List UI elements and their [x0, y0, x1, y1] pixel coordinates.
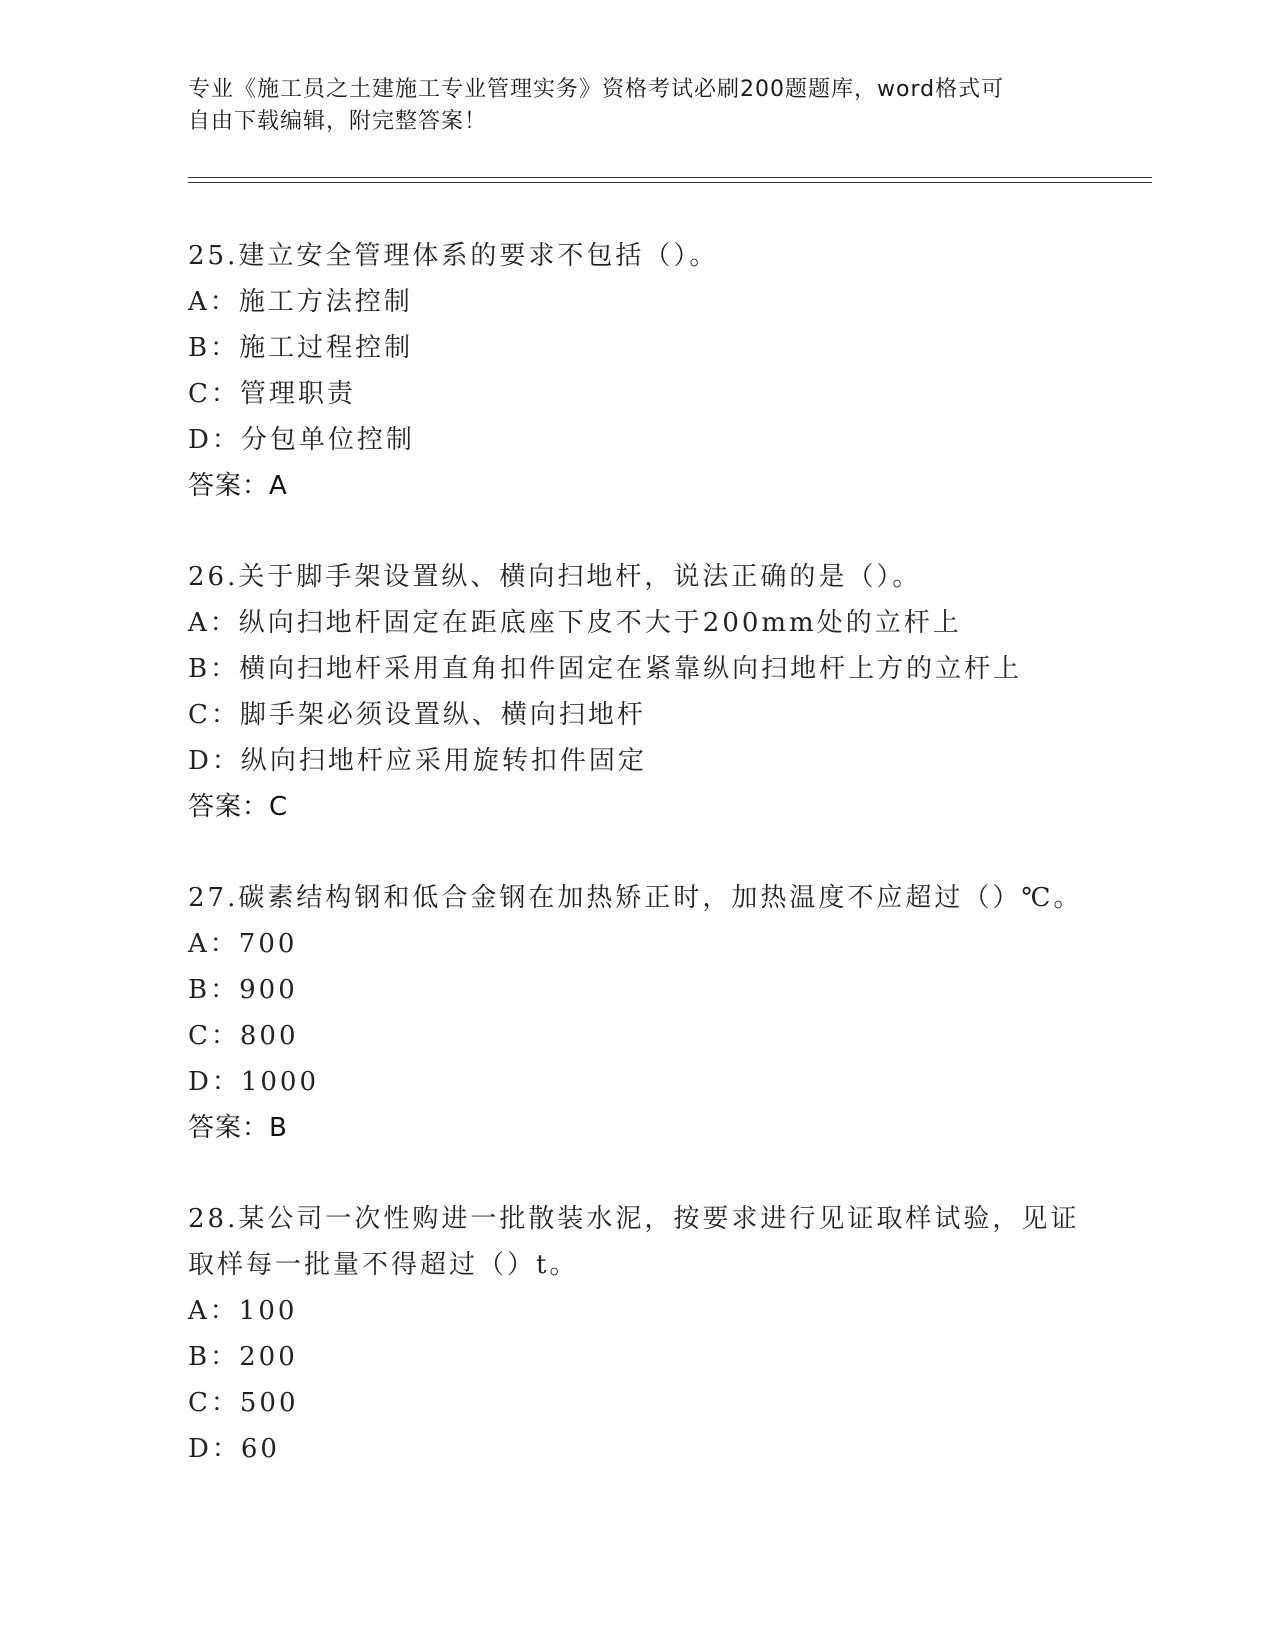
option-a: A：700 [188, 929, 298, 959]
answer: 答案：A [188, 471, 288, 501]
question-stem: 26.关于脚手架设置纵、横向扫地杆，说法正确的是（）。 [188, 562, 922, 592]
option-d: D：60 [188, 1434, 280, 1464]
option-b: B：施工过程控制 [188, 333, 414, 363]
question-25 [188, 233, 1088, 509]
option-c: C：脚手架必须设置纵、横向扫地杆 [188, 700, 646, 730]
option-a: A：施工方法控制 [188, 287, 413, 317]
question-28 [188, 1196, 1088, 1472]
question-stem: 28.某公司一次性购进一批散装水泥，按要求进行见证取样试验，见证 [188, 1204, 1080, 1234]
question-stem: 27.碳素结构钢和低合金钢在加热矫正时，加热温度不应超过（）℃。 [188, 883, 1083, 913]
answer: 答案：B [188, 1113, 288, 1143]
option-b: B：200 [188, 1342, 298, 1372]
question-stem-continued: 取样每一批量不得超过（）t。 [188, 1250, 579, 1280]
option-b: B：横向扫地杆采用直角扣件固定在紧靠纵向扫地杆上方的立杆上 [188, 654, 1023, 684]
option-a: A：纵向扫地杆固定在距底座下皮不大于200mm处的立杆上 [188, 608, 962, 638]
option-d: D：分包单位控制 [188, 425, 415, 455]
header-line-2: 自由下载编辑，附完整答案！ [188, 109, 488, 134]
option-c: C：500 [188, 1388, 299, 1418]
header-divider-top [188, 177, 1152, 178]
option-d: D：1000 [188, 1067, 320, 1097]
answer: 答案：C [188, 792, 289, 822]
question-stem: 25.建立安全管理体系的要求不包括（）。 [188, 241, 719, 271]
option-c: C：管理职责 [188, 379, 356, 409]
option-c: C：800 [188, 1021, 299, 1051]
document-header [188, 74, 1088, 138]
question-26 [188, 554, 1088, 830]
option-a: A：100 [188, 1296, 298, 1326]
header-divider-bottom [188, 182, 1152, 183]
option-d: D：纵向扫地杆应采用旋转扣件固定 [188, 746, 647, 776]
option-b: B：900 [188, 975, 298, 1005]
header-line-1: 专业《施工员之土建施工专业管理实务》资格考试必刷200题题库，word格式可 [188, 77, 1005, 102]
question-27 [188, 875, 1088, 1151]
